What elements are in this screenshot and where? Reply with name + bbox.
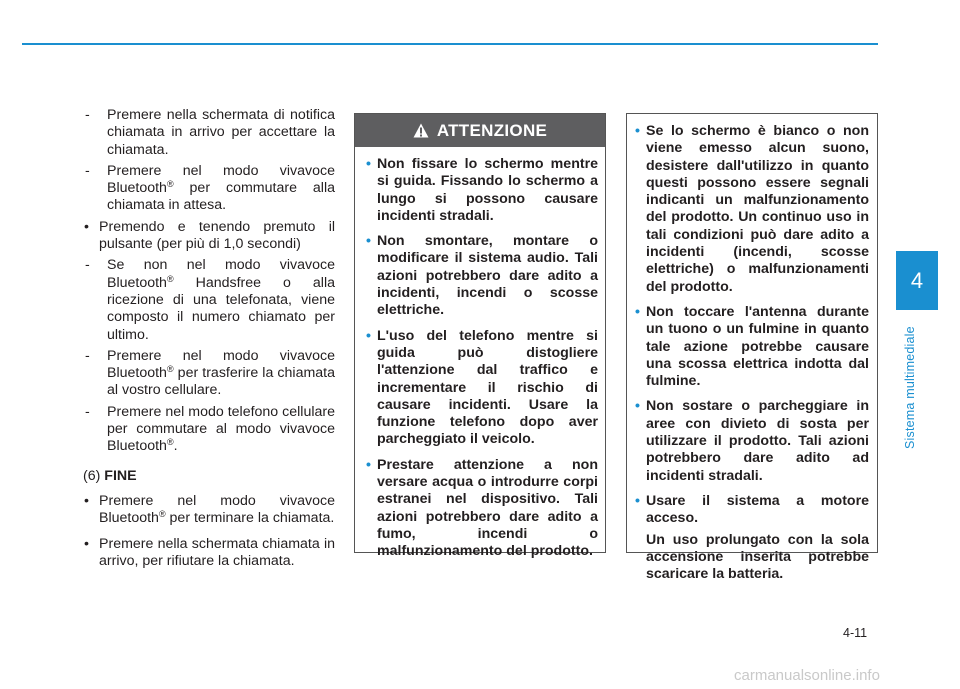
- warning-item-text: Prestare attenzione a non versare acqua o introdurre corpi estranei nel dispositivo. Tali azioni potrebbero dare adito a fumo, incendi o malfunzionamento del prodotto.: [377, 456, 598, 560]
- registered-mark: ®: [158, 509, 166, 520]
- warning-note: [635, 532, 869, 584]
- section-number: (6): [83, 467, 101, 484]
- warning-item-text: Non sostare o parcheggiare in aree con divieto di sosta per utilizzare il prodotto. Tali azioni potrebbero dare adito ad incidenti stradali.: [646, 398, 869, 484]
- dash-marker: -: [85, 107, 90, 123]
- warning-item-text: L'uso del telefono mentre si guida può distogliere l'attenzione dal traffico e incrementare il rischio di causare incidenti. Usare la funzione telefono dopo aver parcheggiato il veicolo.: [377, 327, 598, 448]
- dash-marker: -: [85, 347, 90, 364]
- bullet-marker: •: [635, 398, 640, 415]
- registered-mark: ®: [166, 437, 174, 448]
- bullet-marker: •: [84, 218, 89, 235]
- bullet-text: Premendo e tenendo premuto il pulsante (per più di 1,0 secondi): [99, 218, 335, 253]
- warning-list: [366, 156, 598, 569]
- bullet-marker: •: [84, 492, 89, 509]
- section-title: FINE: [104, 467, 137, 484]
- bullet-text: Premere nella schermata chiamata in arrivo, per rifiutare la chiamata.: [99, 535, 335, 569]
- warning-item: [366, 156, 598, 225]
- sub-item: [85, 107, 335, 159]
- sub-item-text: Premere nel modo vivavoce Bluetooth: [107, 347, 335, 382]
- sub-item-text: Premere nel modo vivavoce Bluetooth: [107, 162, 335, 197]
- warning-continued-box: [626, 113, 878, 583]
- dash-marker: -: [85, 403, 90, 420]
- bullet-item: [83, 493, 335, 528]
- sub-item-text: Handsfree o alla ricezione di una telefonata, viene composto il numero chiamato per ultimo.: [107, 274, 335, 343]
- bullet-marker: •: [366, 456, 371, 473]
- warning-header: [355, 114, 605, 147]
- dash-marker: -: [85, 162, 90, 179]
- bullet-text: per terminare la chiamata.: [165, 510, 335, 527]
- warning-item-text: Non toccare l'antenna durante un tuono o un fulmine in quanto tale azione potrebbe causare una scossa elettrica indotta dal fulmine.: [646, 303, 869, 390]
- sub-item: [85, 404, 335, 456]
- bullet-marker: •: [366, 233, 371, 250]
- warning-item: [635, 398, 869, 484]
- page-number: 4-11: [843, 626, 868, 640]
- sub-item: [85, 163, 335, 215]
- sub-item-text: per commutare alla chiamata in attesa.: [107, 180, 335, 214]
- registered-mark: ®: [166, 179, 174, 190]
- warning-item: [366, 457, 598, 561]
- warning-continued-list: [635, 123, 869, 591]
- top-rule: [22, 43, 878, 45]
- chapter-label: Sistema multimediale: [903, 326, 917, 450]
- warning-item-text: Se lo schermo è bianco o non viene emesso alcun suono, desistere dall'utilizzo in quanto questi possono essere segnali indicanti un malfunzionamento del prodotto. Un continuo uso in tali condizioni può dare adito a incidenti (incendi, scosse elettriche) o malfunzionamenti del prodotto.: [646, 123, 869, 295]
- registered-mark: ®: [166, 273, 174, 284]
- warning-item: [366, 328, 598, 449]
- sub-item-text: Premere nel modo telefono cellulare per commutare al modo vivavoce Bluetooth: [107, 403, 335, 455]
- registered-mark: ®: [166, 364, 174, 375]
- bullet-item: [83, 536, 335, 571]
- warning-item: [366, 233, 598, 319]
- bullet-marker: •: [635, 492, 640, 509]
- warning-item-text: Usare il sistema a motore acceso.: [646, 492, 869, 527]
- section-heading: [83, 468, 335, 485]
- sub-item-text: .: [173, 438, 178, 455]
- dash-marker: -: [85, 257, 90, 274]
- warning-item: [635, 493, 869, 528]
- chapter-tab[interactable]: [896, 251, 938, 310]
- bullet-marker: •: [366, 156, 371, 172]
- warning-note-text: Un uso prolungato con la sola accensione inserita potrebbe scaricare la batteria.: [646, 531, 869, 583]
- chapter-number: 4: [910, 267, 924, 293]
- warning-item-text: Non smontare, montare o modificare il sistema audio. Tali azioni potrebbero dare adito a incidenti, incendi o scosse elettriche.: [377, 233, 598, 319]
- sub-item: [85, 348, 335, 400]
- bullet-marker: •: [84, 535, 89, 552]
- left-column: [83, 107, 335, 570]
- sub-item-text: Premere nella schermata di notifica chiamata in arrivo per accettare la chiamata.: [107, 107, 335, 158]
- warning-title: ATTENZIONE: [436, 120, 548, 140]
- bullet-text: Premere nel modo vivavoce Bluetooth: [99, 492, 335, 527]
- warning-triangle-icon: [413, 123, 429, 138]
- bullet-marker: •: [635, 303, 640, 320]
- warning-item: [635, 123, 869, 296]
- bullet-marker: •: [635, 123, 640, 139]
- watermark: carmanualsonline.info: [734, 667, 880, 684]
- warning-item: [635, 304, 869, 390]
- bullet-marker: •: [366, 327, 371, 344]
- sub-item: [85, 257, 335, 343]
- sub-item-text: Se non nel modo vivavoce Bluetooth: [107, 257, 335, 291]
- warning-box: [354, 113, 606, 560]
- warning-item-text: Non fissare lo schermo mentre si guida. Fissando lo schermo a lungo si possono causare incidenti stradali.: [377, 156, 598, 224]
- sub-item-text: per trasferire la chiamata al vostro cellulare.: [107, 365, 335, 399]
- bullet-item: [83, 219, 335, 254]
